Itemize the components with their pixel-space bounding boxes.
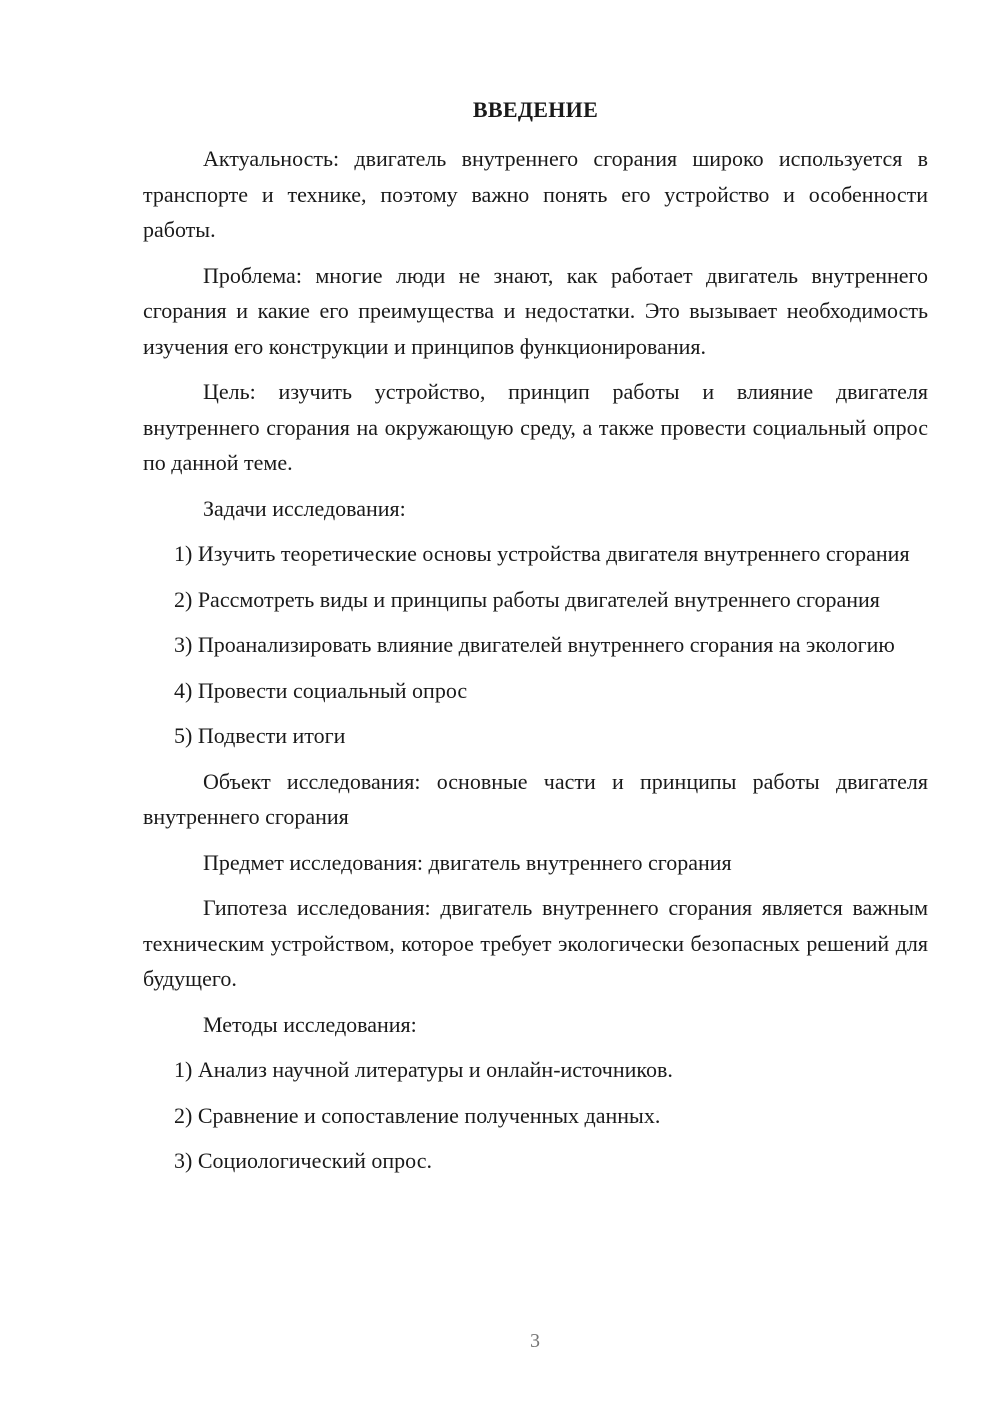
method-item: 1) Анализ научной литературы и онлайн-источников. <box>174 1057 673 1082</box>
document-page <box>143 92 928 1189</box>
method-item: 3) Социологический опрос. <box>174 1148 432 1173</box>
task-item: 5) Подвести итоги <box>174 723 346 748</box>
goal-paragraph: Цель: изучить устройство, принцип работы и влияние двигателя внутреннего сгорания на окружающую среду, а также провести социальный опрос по данной теме. <box>143 379 928 475</box>
object-paragraph: Объект исследования: основные части и принципы работы двигателя внутреннего сгорания <box>143 768 928 829</box>
page-number: 3 <box>530 1330 540 1352</box>
task-item: 3) Проанализировать влияние двигателей внутреннего сгорания на экологию <box>174 632 895 657</box>
relevance-paragraph: Актуальность: двигатель внутреннего сгорания широко используется в транспорте и технике, поэтому важно понять его устройство и особенности работы. <box>143 146 928 242</box>
task-item: 1) Изучить теоретические основы устройства двигателя внутреннего сгорания <box>174 541 910 566</box>
problem-paragraph: Проблема: многие люди не знают, как работает двигатель внутреннего сгорания и какие его преимущества и недостатки. Это вызывает необходимость изучения его конструкции и принципов функционирования. <box>143 262 928 359</box>
subject-paragraph: Предмет исследования: двигатель внутреннего сгорания <box>203 849 732 875</box>
tasks-heading: Задачи исследования: <box>203 495 406 521</box>
methods-heading: Методы исследования: <box>203 1011 417 1037</box>
hypothesis-paragraph: Гипотеза исследования: двигатель внутреннего сгорания является важным техническим устройством, которое требует экологически безопасных решений для будущего. <box>143 895 928 991</box>
method-item: 2) Сравнение и сопоставление полученных данных. <box>174 1102 661 1128</box>
task-item: 4) Провести социальный опрос <box>174 677 468 703</box>
page-title: ВВЕДЕНИЕ <box>472 97 599 122</box>
task-item: 2) Рассмотреть виды и принципы работы двигателей внутреннего сгорания <box>174 586 880 612</box>
